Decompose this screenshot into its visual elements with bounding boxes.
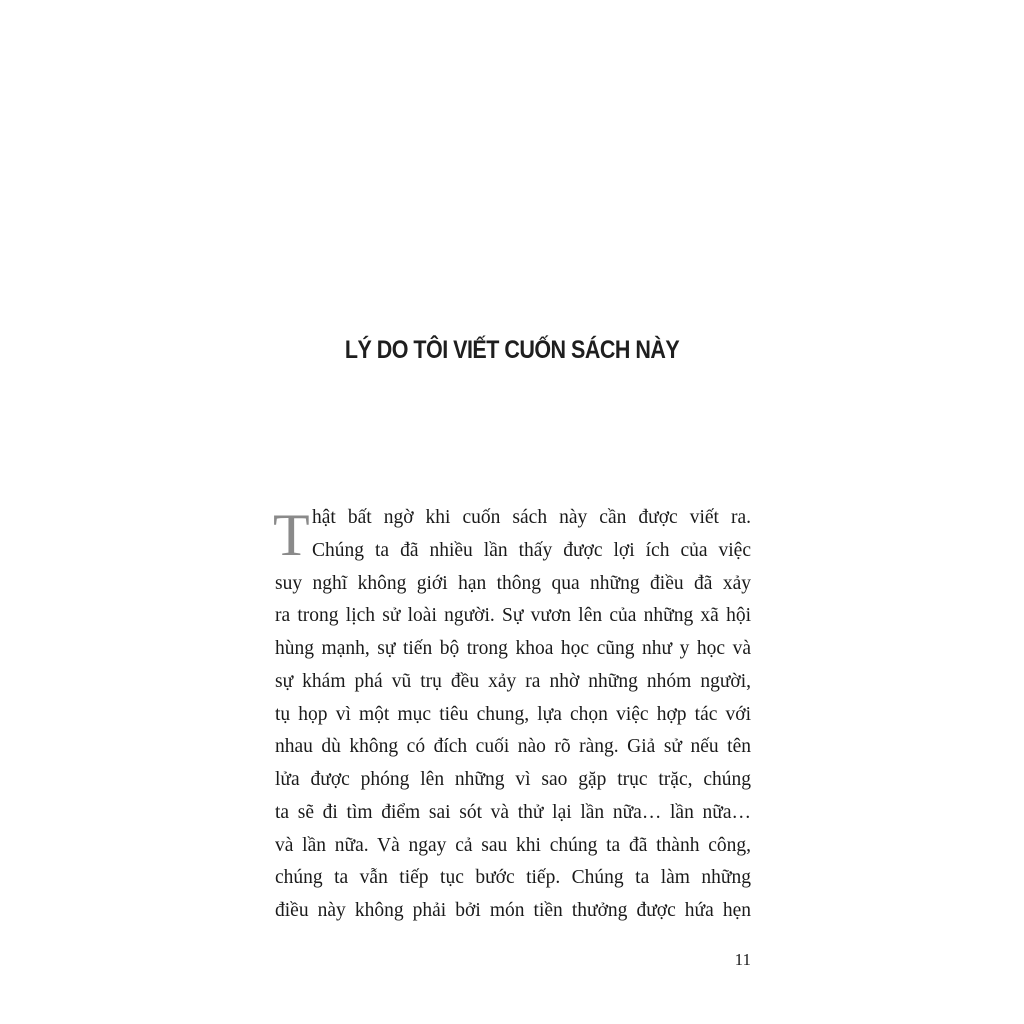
chapter-title: LÝ DO TÔI VIẾT CUỐN SÁCH NÀY <box>344 336 680 364</box>
drop-cap: T <box>273 502 310 568</box>
body-line: hật bất ngờ khi cuốn sách này cần được viết ra. <box>312 507 751 528</box>
body-line: lửa được phóng lên những vì sao gặp trục trặc, chúng <box>275 769 751 790</box>
page-number: 11 <box>734 950 751 969</box>
body-line: ra trong lịch sử loài người. Sự vươn lên của những xã hội <box>275 605 751 627</box>
body-line: và lần nữa. Và ngay cả sau khi chúng ta đã thành công, <box>275 834 751 856</box>
body-line: suy nghĩ không giới hạn thông qua những điều đã xảy <box>275 572 751 594</box>
body-line: nhau dù không có đích cuối nào rõ ràng. Giả sử nếu tên <box>275 736 751 758</box>
body-line: tụ họp vì một mục tiêu chung, lựa chọn việc hợp tác với <box>275 703 751 725</box>
body-line: ta sẽ đi tìm điểm sai sót và thử lại lần nữa… lần nữa… <box>275 801 751 823</box>
body-line: sự khám phá vũ trụ đều xảy ra nhờ những nhóm người, <box>275 670 751 692</box>
body-line: hùng mạnh, sự tiến bộ trong khoa học cũng như y học và <box>275 638 751 659</box>
body-line: chúng ta vẫn tiếp tục bước tiếp. Chúng ta làm những <box>275 867 751 889</box>
body-line: Chúng ta đã nhiều lần thấy được lợi ích của việc <box>312 539 751 561</box>
body-line: điều này không phải bởi món tiền thưởng được hứa hẹn <box>275 900 751 921</box>
body-text <box>275 502 751 928</box>
